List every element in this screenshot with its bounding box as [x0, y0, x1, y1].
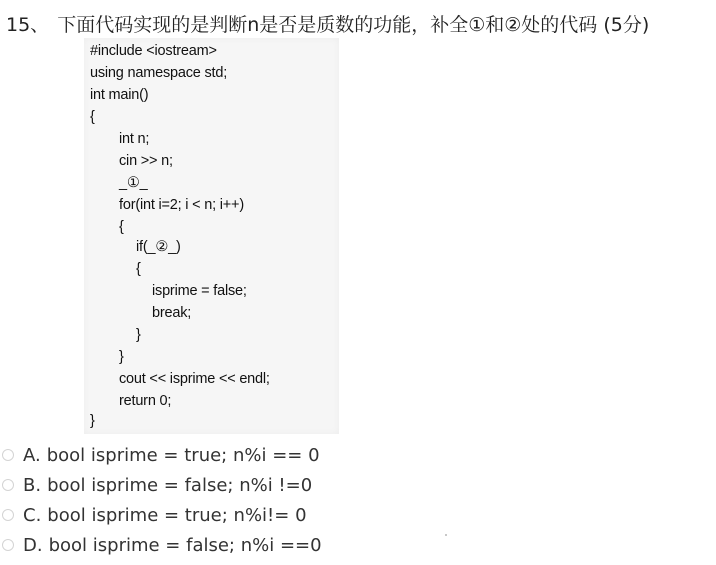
radio-button[interactable] [2, 509, 14, 521]
code-line: #include <iostream> [90, 43, 217, 59]
code-line: int n; [119, 131, 150, 147]
option-text: bool isprime = true; n%i == 0 [46, 444, 320, 466]
radio-button[interactable] [2, 479, 14, 491]
question-text: 下面代码实现的是判断n是否是质数的功能，补全①和②处的代码 (5分) [57, 14, 650, 36]
code-line: { [136, 261, 141, 277]
option-text: bool isprime = false; n%i !=0 [47, 474, 313, 496]
code-line: cin >> n; [119, 153, 173, 169]
code-line: return 0; [119, 393, 172, 409]
code-line: int main() [90, 87, 149, 103]
option-letter: C. [23, 504, 42, 526]
radio-button[interactable] [2, 449, 14, 461]
option-c[interactable] [0, 501, 307, 529]
code-line: { [119, 219, 124, 235]
code-line: _①_ [119, 175, 148, 191]
code-line: } [136, 327, 141, 343]
option-a[interactable] [0, 441, 320, 469]
radio-button[interactable] [2, 539, 14, 551]
code-line: } [119, 349, 124, 365]
code-line: } [90, 413, 95, 429]
option-d[interactable] [0, 531, 322, 559]
option-text: bool isprime = true; n%i!= 0 [47, 504, 307, 526]
option-letter: D. [23, 534, 43, 556]
option-b[interactable] [0, 471, 312, 499]
code-line: { [90, 109, 95, 125]
question-number: 15、 [6, 14, 50, 36]
code-line: if(_②_) [136, 239, 181, 255]
code-line: break; [152, 305, 192, 321]
code-line: using namespace std; [90, 65, 228, 81]
question-title [6, 12, 649, 38]
code-snippet-image [84, 38, 339, 434]
code-line: cout << isprime << endl; [119, 371, 270, 387]
code-line: isprime = false; [152, 283, 247, 299]
code-line: for(int i=2; i < n; i++) [119, 197, 244, 213]
decorative-dot [445, 534, 447, 536]
option-letter: B. [23, 474, 42, 496]
option-text: bool isprime = false; n%i ==0 [48, 534, 322, 556]
option-letter: A. [23, 444, 41, 466]
